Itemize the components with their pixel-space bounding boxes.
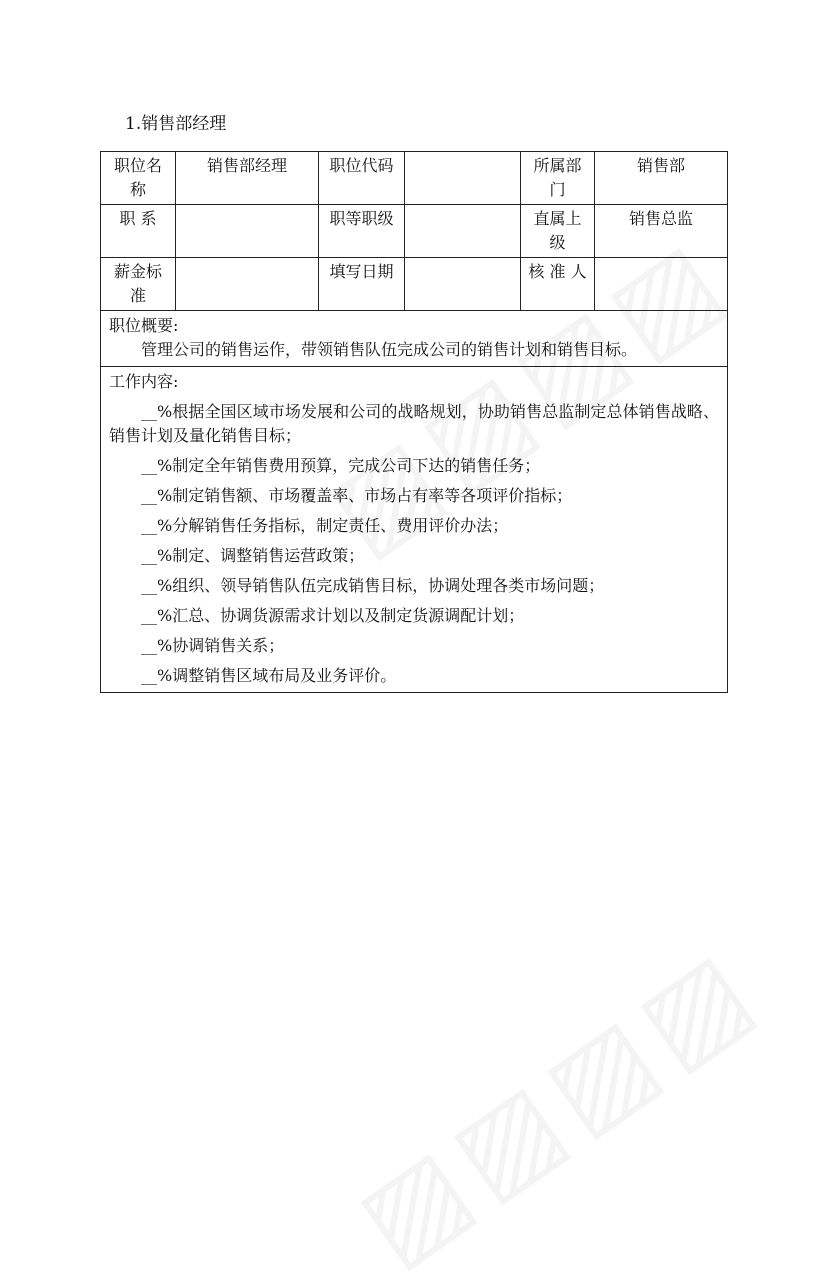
value-fill-date — [405, 258, 521, 311]
summary-cell — [101, 311, 728, 367]
duties-cell — [101, 367, 728, 693]
label-position-name: 职位名称 — [101, 152, 176, 205]
label-department: 所属部门 — [521, 152, 595, 205]
label-approver: 核 准 人 — [521, 258, 595, 311]
duties-heading: 工作内容: — [109, 372, 179, 391]
duty-item: __%组织、领导销售队伍完成销售目标，协调处理各类市场问题； — [141, 576, 605, 595]
duty-item: __%分解销售任务指标，制定责任、费用评价办法； — [141, 516, 509, 535]
watermark — [335, 921, 782, 1287]
duty-item: __%根据全国区域市场发展和公司的战略规划，协助销售总监制定总体销售战略、销售计划及量化销售目标； — [109, 402, 719, 445]
label-fill-date: 填写日期 — [319, 258, 405, 311]
duty-item: __%汇总、协调货源需求计划以及制定货源调配计划； — [141, 606, 525, 625]
value-position-name: 销售部经理 — [176, 152, 319, 205]
duty-item: __%协调销售关系； — [141, 636, 285, 655]
table-row — [101, 205, 728, 258]
label-job-family: 职 系 — [101, 205, 176, 258]
duty-item: __%制定、调整销售运营政策； — [141, 546, 365, 565]
summary-heading: 职位概要: — [109, 316, 179, 335]
label-direct-supervisor: 直属上级 — [521, 205, 595, 258]
table-row — [101, 258, 728, 311]
value-direct-supervisor: 销售总监 — [595, 205, 728, 258]
value-grade-level — [405, 205, 521, 258]
job-description-table-wrapper — [100, 151, 727, 693]
label-salary-standard: 薪金标准 — [101, 258, 176, 311]
value-position-code — [405, 152, 521, 205]
job-description-table — [100, 151, 728, 693]
table-row-duties — [101, 367, 728, 693]
duty-item: __%制定销售额、市场覆盖率、市场占有率等各项评价指标； — [141, 486, 573, 505]
duty-item: __%制定全年销售费用预算，完成公司下达的销售任务； — [141, 456, 541, 475]
label-grade-level: 职等职级 — [319, 205, 405, 258]
section-title: 1.销售部经理 — [125, 114, 227, 134]
table-row-summary — [101, 311, 728, 367]
duty-item: __%调整销售区域布局及业务评价。 — [141, 666, 397, 685]
value-approver — [595, 258, 728, 311]
table-row — [101, 152, 728, 205]
value-department: 销售部 — [595, 152, 728, 205]
value-salary-standard — [176, 258, 319, 311]
summary-text: 管理公司的销售运作，带领销售队伍完成公司的销售计划和销售目标。 — [141, 340, 638, 359]
value-job-family — [176, 205, 319, 258]
label-position-code: 职位代码 — [319, 152, 405, 205]
